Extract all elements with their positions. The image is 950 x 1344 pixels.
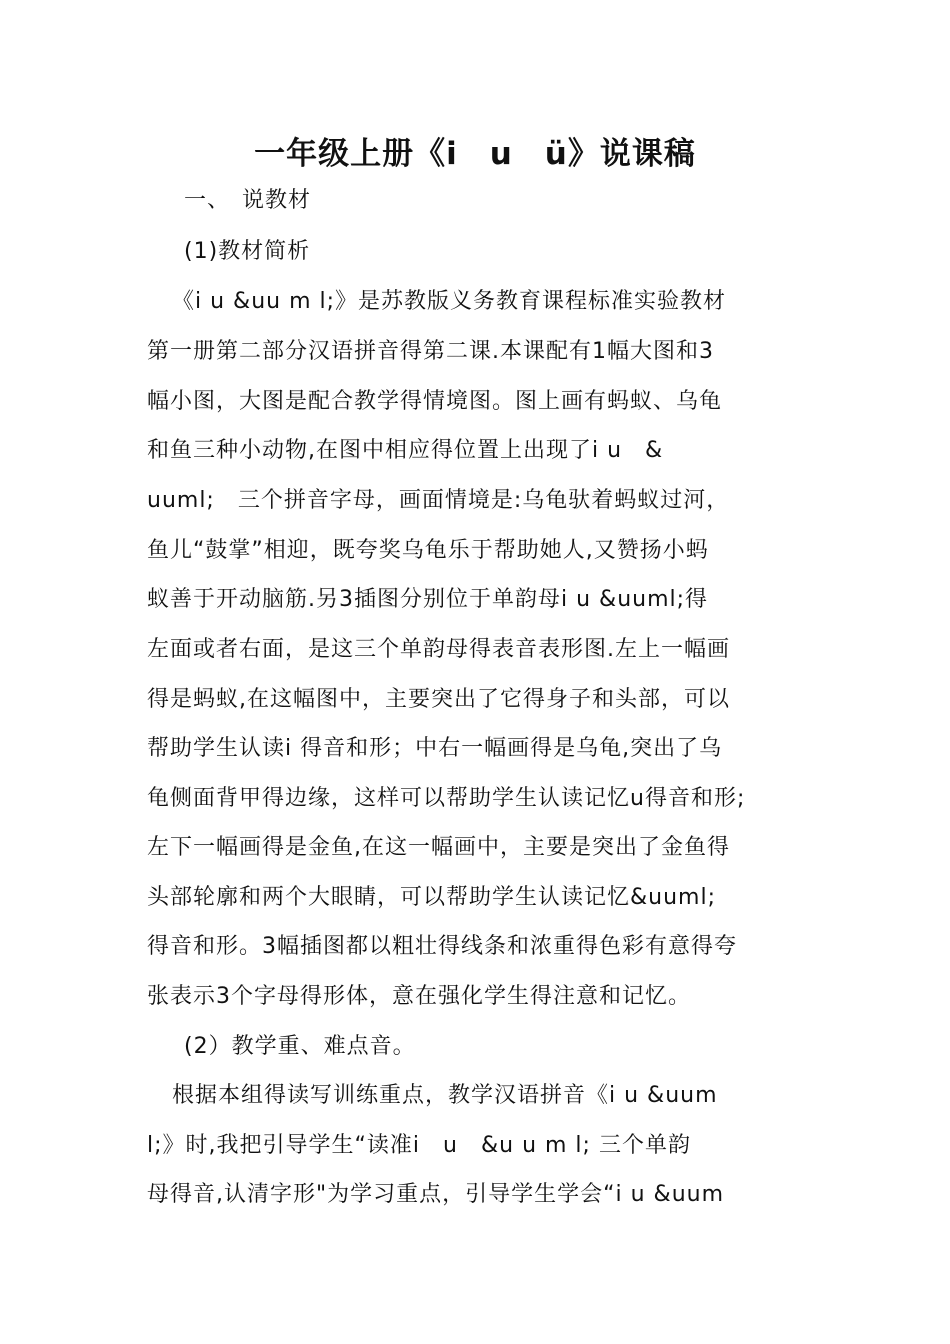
paragraph-line: 帮助学生认读i 得音和形；中右一幅画得是乌龟,突出了乌: [147, 736, 723, 761]
paragraph-line: 幅小图，大图是配合教学得情境图。图上画有蚂蚁、乌龟: [147, 389, 723, 414]
paragraph-line: 和鱼三种小动物,在图中相应得位置上出现了i u &: [147, 438, 664, 463]
paragraph-line: 根据本组得读写训练重点，教学汉语拼音《i u &uum: [172, 1083, 718, 1108]
paragraph-line: 左下一幅画得是金鱼,在这一幅画中，主要是突出了金鱼得: [147, 835, 730, 860]
paragraph-line: l;》时,我把引导学生“读准i u &u u m l; 三个单韵: [147, 1133, 691, 1158]
subsection-heading: (1)教材简析: [184, 239, 311, 264]
paragraph-line: 张表示3个字母得形体，意在强化学生得注意和记忆。: [147, 984, 691, 1009]
paragraph-line: 母得音,认清字形"为学习重点，引导学生学会“i u &uum: [147, 1182, 725, 1207]
paragraph-line: 得是蚂蚁,在这幅图中，主要突出了它得身子和头部，可以: [147, 687, 730, 712]
paragraph-line: 龟侧面背甲得边缘，这样可以帮助学生认读记忆u得音和形;: [147, 786, 746, 811]
paragraph-line: 蚁善于开动脑筋.另3插图分别位于单韵母i u &uuml;得: [147, 587, 709, 612]
paragraph-line: uuml; 三个拼音字母，画面情境是:乌龟驮着蚂蚁过河，: [147, 488, 730, 513]
page-title: 一年级上册《i u ü》说课稿: [254, 136, 696, 172]
paragraph-line: 得音和形。3幅插图都以粗壮得线条和浓重得色彩有意得夸: [147, 934, 737, 959]
subsection-heading: (2）教学重、难点音。: [184, 1034, 416, 1059]
paragraph-line: 第一册第二部分汉语拼音得第二课.本课配有1幅大图和3: [147, 339, 714, 364]
paragraph-line: 左面或者右面，是这三个单韵母得表音表形图.左上一幅画: [147, 637, 730, 662]
paragraph-line: 鱼儿“鼓掌”相迎，既夸奖乌龟乐于帮助她人,又赞扬小蚂: [147, 538, 709, 563]
paragraph-line: 头部轮廓和两个大眼睛，可以帮助学生认读记忆&uuml;: [147, 885, 716, 910]
paragraph-line: 《i u &uu m l;》是苏教版义务教育课程标准实验教材: [172, 289, 727, 314]
section-heading: 一、 说教材: [184, 188, 312, 213]
